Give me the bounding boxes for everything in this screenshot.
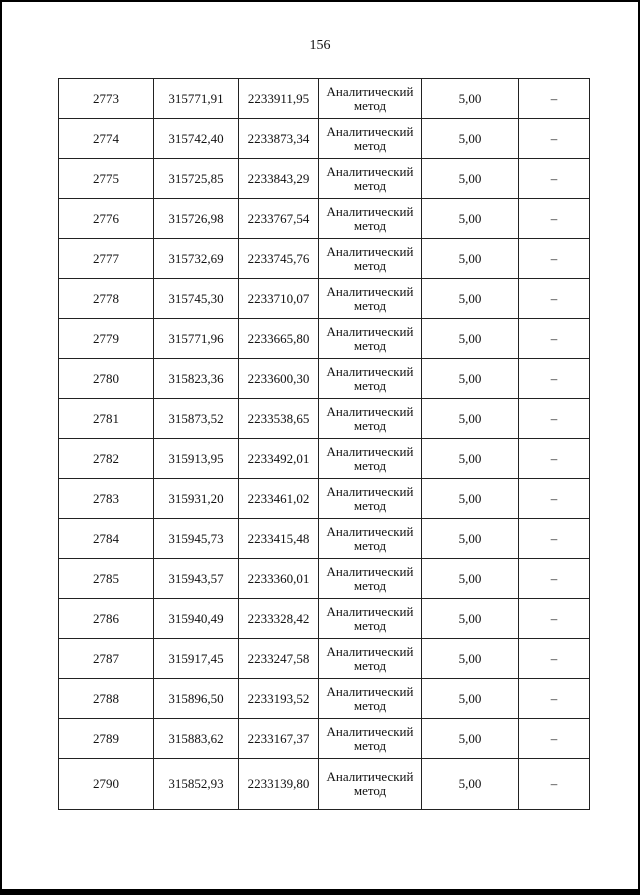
method-line-2: метод (353, 497, 387, 513)
accuracy-cell: 5,00 (422, 599, 519, 639)
method-line-1: Аналитический (326, 323, 414, 339)
accuracy-cell: 5,00 (422, 319, 519, 359)
point-number-cell: 2790 (59, 759, 154, 810)
method-line-2: метод (353, 737, 387, 753)
method-cell (319, 279, 422, 319)
point-number-cell: 2776 (59, 199, 154, 239)
x-coordinate-cell: 315732,69 (154, 239, 239, 279)
y-coordinate-cell: 2233600,30 (239, 359, 319, 399)
point-number-cell: 2785 (59, 559, 154, 599)
accuracy-cell: 5,00 (422, 559, 519, 599)
point-number-cell: 2786 (59, 599, 154, 639)
y-coordinate-cell: 2233492,01 (239, 439, 319, 479)
y-coordinate-cell: 2233139,80 (239, 759, 319, 810)
method-cell (319, 79, 422, 119)
y-coordinate-cell: 2233873,34 (239, 119, 319, 159)
method-line-2: метод (353, 137, 387, 153)
note-cell: – (519, 599, 590, 639)
point-number-cell: 2783 (59, 479, 154, 519)
accuracy-cell: 5,00 (422, 199, 519, 239)
table-row (59, 559, 590, 599)
table-row (59, 359, 590, 399)
accuracy-cell: 5,00 (422, 399, 519, 439)
method-line-2: метод (353, 417, 387, 433)
note-cell: – (519, 639, 590, 679)
accuracy-cell: 5,00 (422, 359, 519, 399)
method-line-1: Аналитический (326, 563, 414, 579)
method-line-1: Аналитический (326, 403, 414, 419)
point-number-cell: 2777 (59, 239, 154, 279)
point-number-cell: 2781 (59, 399, 154, 439)
method-line-1: Аналитический (326, 83, 414, 99)
x-coordinate-cell: 315726,98 (154, 199, 239, 239)
table-row (59, 119, 590, 159)
note-cell: – (519, 679, 590, 719)
x-coordinate-cell: 315945,73 (154, 519, 239, 559)
x-coordinate-cell: 315931,20 (154, 479, 239, 519)
note-cell: – (519, 519, 590, 559)
accuracy-cell: 5,00 (422, 759, 519, 810)
x-coordinate-cell: 315725,85 (154, 159, 239, 199)
note-cell: – (519, 479, 590, 519)
y-coordinate-cell: 2233767,54 (239, 199, 319, 239)
x-coordinate-cell: 315771,91 (154, 79, 239, 119)
accuracy-cell: 5,00 (422, 519, 519, 559)
note-cell: – (519, 239, 590, 279)
accuracy-cell: 5,00 (422, 159, 519, 199)
table-row (59, 399, 590, 439)
table-row (59, 199, 590, 239)
accuracy-cell: 5,00 (422, 639, 519, 679)
table-row (59, 719, 590, 759)
method-cell (319, 479, 422, 519)
x-coordinate-cell: 315873,52 (154, 399, 239, 439)
table-row (59, 599, 590, 639)
point-number-cell: 2784 (59, 519, 154, 559)
x-coordinate-cell: 315745,30 (154, 279, 239, 319)
x-coordinate-cell: 315883,62 (154, 719, 239, 759)
method-line-2: метод (353, 457, 387, 473)
y-coordinate-cell: 2233247,58 (239, 639, 319, 679)
x-coordinate-cell: 315940,49 (154, 599, 239, 639)
point-number-cell: 2774 (59, 119, 154, 159)
method-line-2: метод (353, 297, 387, 313)
y-coordinate-cell: 2233360,01 (239, 559, 319, 599)
method-line-1: Аналитический (326, 443, 414, 459)
method-line-2: метод (353, 257, 387, 273)
method-line-2: метод (353, 377, 387, 393)
y-coordinate-cell: 2233461,02 (239, 479, 319, 519)
method-cell (319, 759, 422, 810)
method-line-1: Аналитический (326, 483, 414, 499)
note-cell: – (519, 199, 590, 239)
method-cell (319, 639, 422, 679)
point-number-cell: 2788 (59, 679, 154, 719)
method-cell (319, 519, 422, 559)
method-line-2: метод (353, 177, 387, 193)
x-coordinate-cell: 315771,96 (154, 319, 239, 359)
method-line-1: Аналитический (326, 643, 414, 659)
y-coordinate-cell: 2233665,80 (239, 319, 319, 359)
note-cell: – (519, 279, 590, 319)
table-row (59, 519, 590, 559)
method-line-2: метод (353, 537, 387, 553)
point-number-cell: 2782 (59, 439, 154, 479)
method-cell (319, 199, 422, 239)
method-line-2: метод (353, 217, 387, 233)
coordinates-table (58, 78, 590, 810)
y-coordinate-cell: 2233710,07 (239, 279, 319, 319)
accuracy-cell: 5,00 (422, 279, 519, 319)
point-number-cell: 2787 (59, 639, 154, 679)
note-cell: – (519, 439, 590, 479)
method-line-1: Аналитический (326, 769, 414, 784)
table-row (59, 319, 590, 359)
method-line-2: метод (353, 617, 387, 633)
method-line-1: Аналитический (326, 243, 414, 259)
table-row (59, 159, 590, 199)
method-line-2: метод (353, 783, 387, 798)
accuracy-cell: 5,00 (422, 439, 519, 479)
method-line-2: метод (353, 657, 387, 673)
y-coordinate-cell: 2233193,52 (239, 679, 319, 719)
page-number: 156 (309, 38, 331, 53)
note-cell: – (519, 159, 590, 199)
method-cell (319, 159, 422, 199)
table-row (59, 759, 590, 810)
y-coordinate-cell: 2233415,48 (239, 519, 319, 559)
method-cell (319, 319, 422, 359)
method-cell (319, 599, 422, 639)
accuracy-cell: 5,00 (422, 679, 519, 719)
table-row (59, 79, 590, 119)
table-row (59, 679, 590, 719)
document-page (2, 2, 638, 889)
note-cell: – (519, 319, 590, 359)
note-cell: – (519, 79, 590, 119)
y-coordinate-cell: 2233538,65 (239, 399, 319, 439)
x-coordinate-cell: 315917,45 (154, 639, 239, 679)
method-line-1: Аналитический (326, 283, 414, 299)
method-cell (319, 359, 422, 399)
y-coordinate-cell: 2233843,29 (239, 159, 319, 199)
y-coordinate-cell: 2233328,42 (239, 599, 319, 639)
point-number-cell: 2775 (59, 159, 154, 199)
x-coordinate-cell: 315913,95 (154, 439, 239, 479)
method-line-1: Аналитический (326, 123, 414, 139)
accuracy-cell: 5,00 (422, 79, 519, 119)
point-number-cell: 2779 (59, 319, 154, 359)
table-row (59, 439, 590, 479)
note-cell: – (519, 359, 590, 399)
table-row (59, 479, 590, 519)
table-row (59, 639, 590, 679)
note-cell: – (519, 399, 590, 439)
method-line-1: Аналитический (326, 523, 414, 539)
accuracy-cell: 5,00 (422, 479, 519, 519)
method-line-2: метод (353, 337, 387, 353)
method-cell (319, 679, 422, 719)
accuracy-cell: 5,00 (422, 119, 519, 159)
y-coordinate-cell: 2233745,76 (239, 239, 319, 279)
point-number-cell: 2773 (59, 79, 154, 119)
x-coordinate-cell: 315742,40 (154, 119, 239, 159)
table-body (59, 79, 590, 810)
method-cell (319, 559, 422, 599)
y-coordinate-cell: 2233167,37 (239, 719, 319, 759)
accuracy-cell: 5,00 (422, 719, 519, 759)
method-line-1: Аналитический (326, 603, 414, 619)
point-number-cell: 2778 (59, 279, 154, 319)
table-row (59, 239, 590, 279)
method-line-1: Аналитический (326, 723, 414, 739)
x-coordinate-cell: 315943,57 (154, 559, 239, 599)
method-line-1: Аналитический (326, 363, 414, 379)
x-coordinate-cell: 315896,50 (154, 679, 239, 719)
method-cell (319, 719, 422, 759)
note-cell: – (519, 719, 590, 759)
method-cell (319, 239, 422, 279)
method-line-2: метод (353, 697, 387, 713)
note-cell: – (519, 119, 590, 159)
method-line-1: Аналитический (326, 683, 414, 699)
note-cell: – (519, 759, 590, 810)
method-cell (319, 439, 422, 479)
x-coordinate-cell: 315852,93 (154, 759, 239, 810)
y-coordinate-cell: 2233911,95 (239, 79, 319, 119)
accuracy-cell: 5,00 (422, 239, 519, 279)
method-line-2: метод (353, 577, 387, 593)
table-row (59, 279, 590, 319)
method-cell (319, 399, 422, 439)
method-line-1: Аналитический (326, 163, 414, 179)
method-cell (319, 119, 422, 159)
x-coordinate-cell: 315823,36 (154, 359, 239, 399)
method-line-1: Аналитический (326, 203, 414, 219)
note-cell: – (519, 559, 590, 599)
point-number-cell: 2780 (59, 359, 154, 399)
method-line-2: метод (353, 97, 387, 113)
point-number-cell: 2789 (59, 719, 154, 759)
